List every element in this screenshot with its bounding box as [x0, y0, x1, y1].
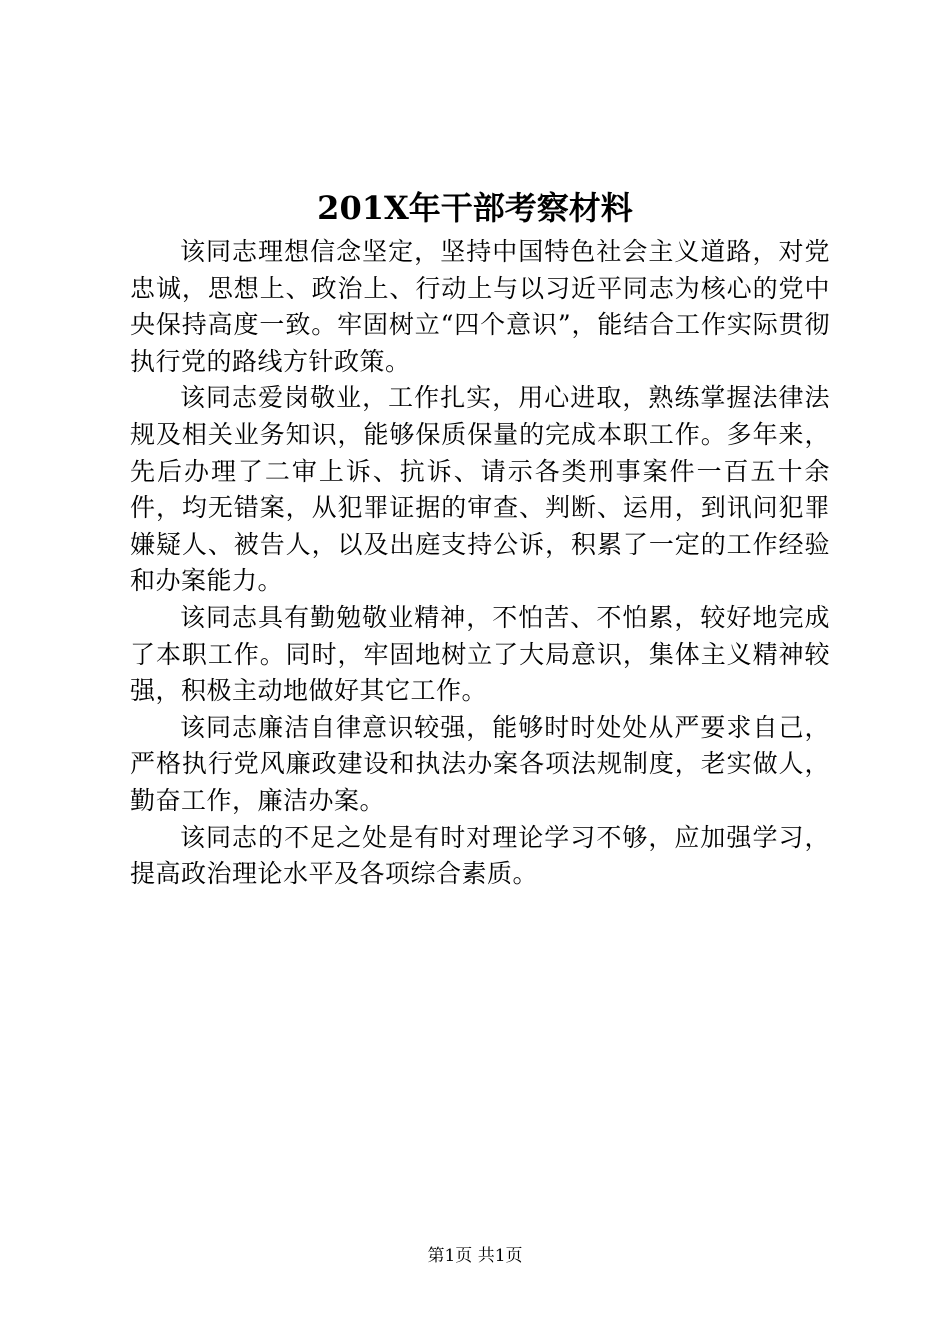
page-total: 共1页 — [477, 1246, 523, 1266]
document-body — [130, 234, 830, 893]
document-title: 201X年干部考察材料 — [317, 189, 633, 227]
page-footer — [0, 1245, 950, 1267]
paragraph-political-stance: 该同志理想信念坚定，坚持中国特色社会主义道路，对党忠诚，思想上、政治上、行动上与以习近平同志为核心的党中央保持高度一致。牢固树立“四个意识”，能结合工作实际贯彻执行党的路线方针政策。 — [130, 237, 830, 376]
paragraph-work-performance: 该同志爱岗敬业，工作扎实，用心进取，熟练掌握法律法规及相关业务知识，能够保质保量的完成本职工作。多年来，先后办理了二审上诉、抗诉、请示各类刑事案件一百五十余件，均无错案，从犯罪证据的审查、判断、运用，到讯问犯罪嫌疑人、被告人，以及出庭支持公诉，积累了一定的工作经验和办案能力。 — [130, 383, 830, 596]
paragraph-shortcomings: 该同志的不足之处是有时对理论学习不够，应加强学习，提高政治理论水平及各项综合素质。 — [130, 822, 830, 889]
paragraph-integrity: 该同志廉洁自律意识较强，能够时时处处从严要求自己，严格执行党风廉政建设和执法办案各项法规制度，老实做人，勤奋工作，廉洁办案。 — [130, 712, 830, 815]
page-number: 第1页 — [427, 1246, 473, 1266]
paragraph-dedication: 该同志具有勤勉敬业精神，不怕苦、不怕累，较好地完成了本职工作。同时，牢固地树立了大局意识，集体主义精神较强，积极主动地做好其它工作。 — [130, 602, 830, 706]
